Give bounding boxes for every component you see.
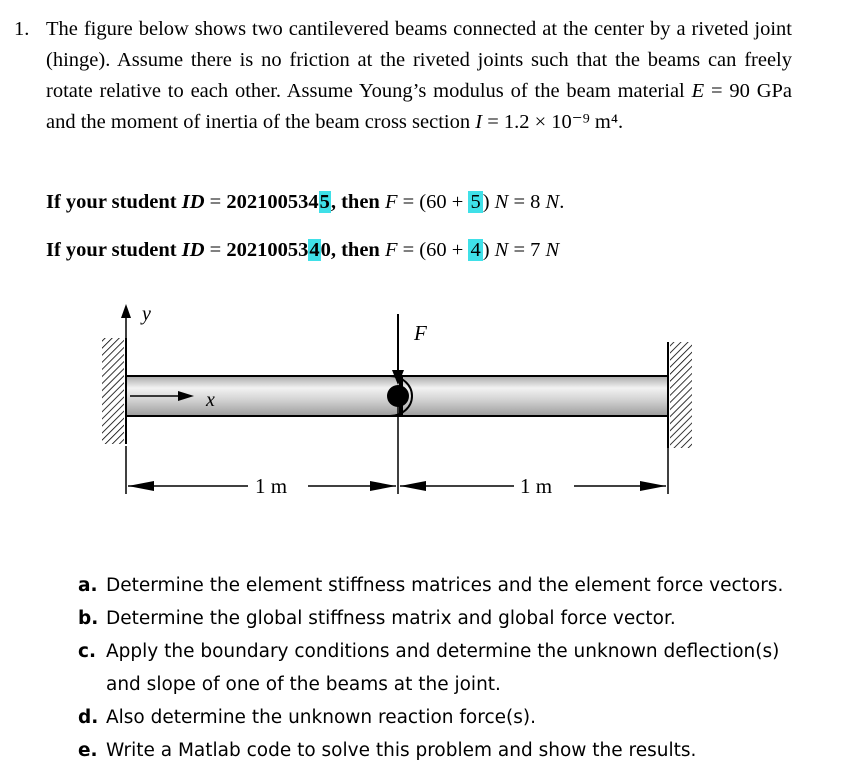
right-beam: [402, 376, 668, 416]
x-axis-label: x: [206, 389, 215, 411]
question-item: b. Determine the global stiffness matrix and global force vector.: [78, 608, 676, 629]
question-item: e. Write a Matlab code to solve this problem and show the results.: [78, 740, 697, 761]
y-axis-arrowhead: [121, 304, 131, 318]
right-wall-support: [670, 342, 692, 448]
left-wall-support: [102, 338, 124, 444]
problem-statement: [14, 14, 792, 138]
question-item: c. Apply the boundary conditions and determine the unknown deflection(s) and slope of one of the beams at the joint.: [78, 641, 780, 695]
hinge-rivet: [387, 385, 409, 407]
inertia-value: = 1.2 × 10⁻⁹ m⁴.: [482, 111, 624, 133]
formula-highlight-digit: 4: [470, 239, 481, 261]
problem-text: [46, 14, 792, 138]
y-axis-label: y: [142, 303, 151, 325]
student-id-rule-2: If your student ID = 2021005340, then F = (60 + 4) N = 7 N: [46, 239, 560, 261]
dim-arrowhead: [370, 481, 396, 491]
problem-intro: The figure below shows two cantilevered beams connected at the center by a riveted joint (hinge). Assume there is no friction at the riveted joints such that the beams can freely rotate relative to each other. Assume Young’s modulus of the beam material: [46, 18, 792, 102]
dim-arrowhead: [400, 481, 426, 491]
student-id-rule-1: If your student ID = 2021005345, then F = (60 + 5) N = 8 N.: [46, 191, 565, 213]
youngs-modulus-value: = 90 GPa: [704, 80, 793, 102]
dim-arrowhead: [640, 481, 666, 491]
id-highlight-digit: 5: [319, 191, 330, 213]
problem-mid-text: and the moment of inertia of the beam cross section: [46, 111, 476, 133]
dim-label-left: 1 m: [255, 474, 288, 498]
inertia-symbol: I: [475, 111, 483, 133]
question-item: d. Also determine the unknown reaction force(s).: [78, 707, 536, 728]
youngs-modulus-symbol: E: [691, 80, 705, 102]
question-item: a. Determine the element stiffness matrices and the element force vectors.: [78, 575, 784, 596]
dim-arrowhead: [128, 481, 154, 491]
dim-label-right: 1 m: [520, 474, 553, 498]
formula-highlight-digit: 5: [470, 191, 481, 213]
question-list: [78, 569, 818, 767]
beam-figure: [90, 296, 710, 516]
force-label: F: [414, 321, 427, 345]
problem-number: 1.: [14, 18, 30, 40]
id-highlight-digit: 4: [309, 239, 320, 261]
